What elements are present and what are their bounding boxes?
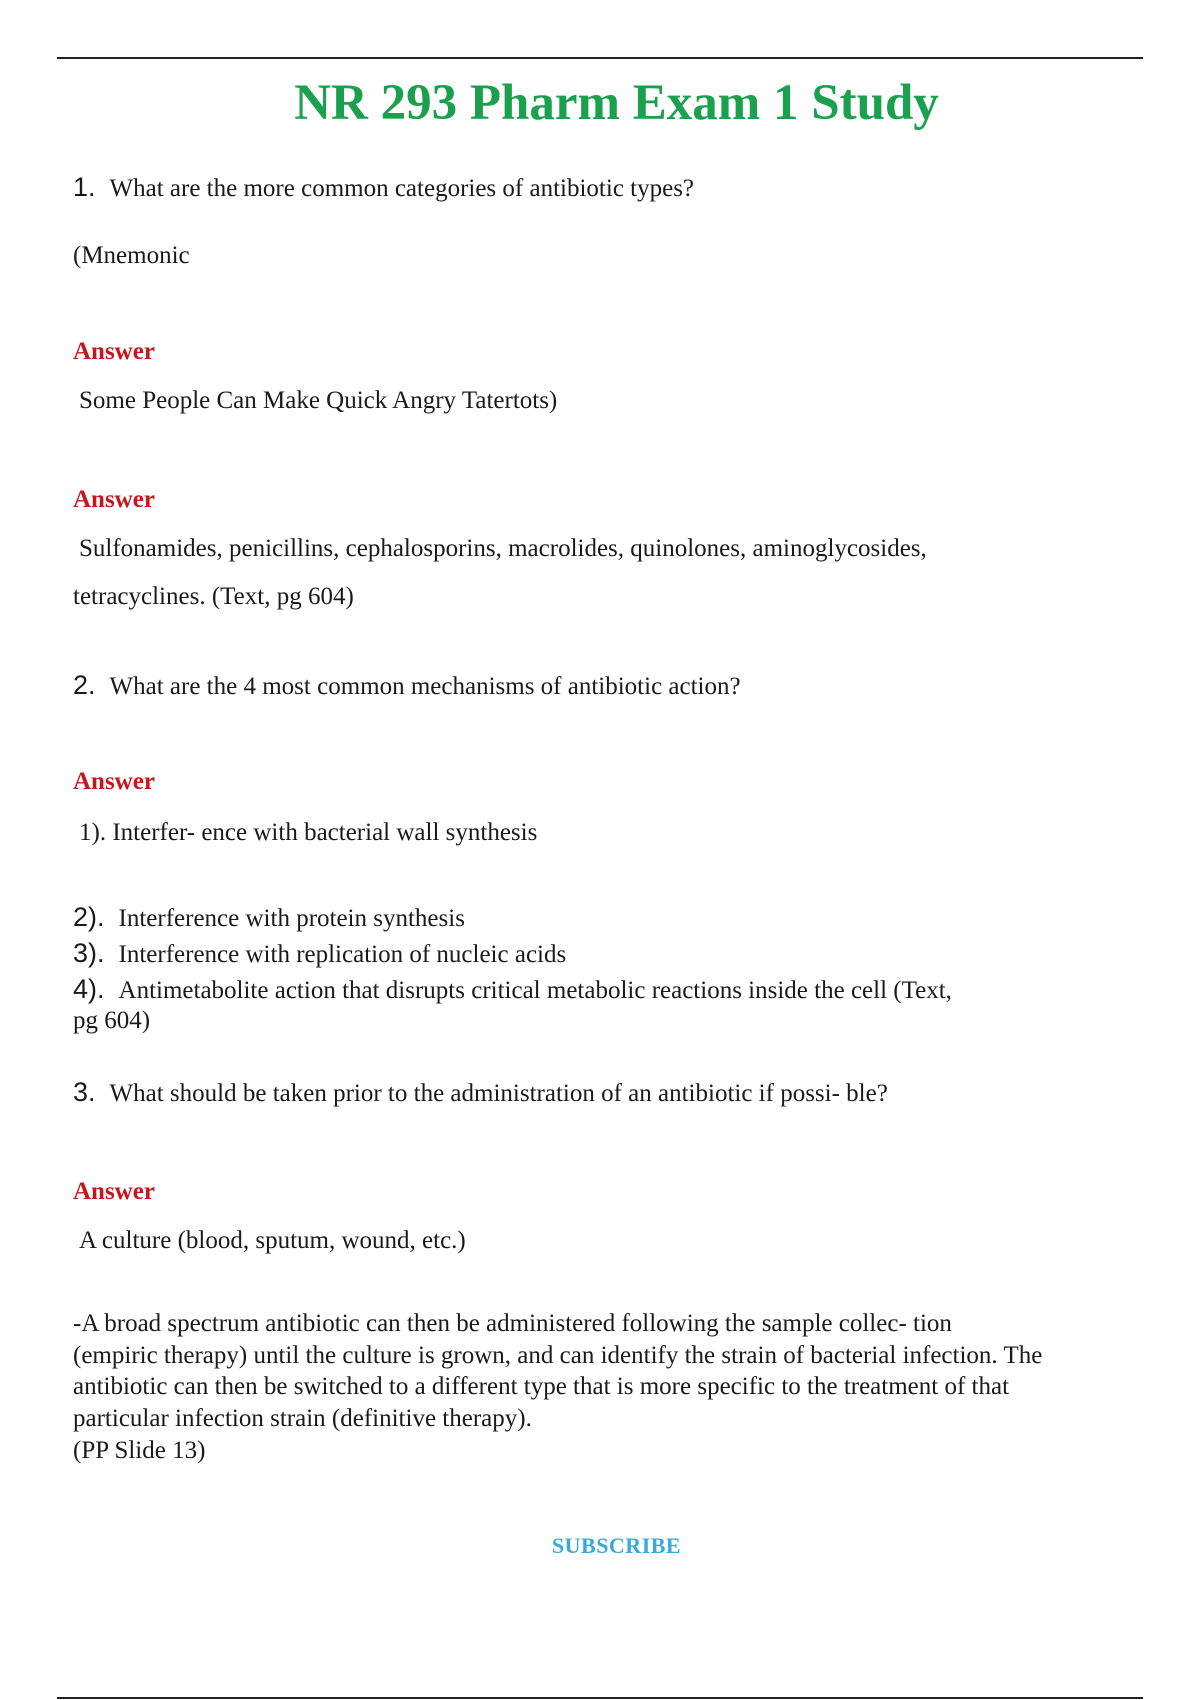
answer-label: Answer [73, 338, 155, 365]
explanation-line-2: (empiric therapy) until the culture is grown, and can identify the strain of bacterial infection. The [73, 1342, 1043, 1369]
explanation-line-1: -A broad spectrum antibiotic can then be administered following the sample collec- tion [73, 1310, 952, 1337]
answer-2-item-1: 1). Interfer- ence with bacterial wall synthesis [79, 819, 538, 846]
answer-1a-text: Some People Can Make Quick Angry Tatertots) [79, 387, 558, 414]
question-3-text: What should be taken prior to the administration of an antibiotic if possi- ble? [109, 1080, 888, 1107]
answer-1b-line-1: Sulfonamides, penicillins, cephalosporins, macrolides, quinolones, aminoglycosides, [79, 535, 927, 562]
answer-2-item-4 [73, 973, 952, 1007]
subscribe-link[interactable]: SUBSCRIBE [551, 1533, 682, 1558]
answer-1b-line-2: tetracyclines. (Text, pg 604) [73, 583, 354, 610]
question-1-text: What are the more common categories of antibiotic types? [109, 175, 695, 202]
question-1-note: (Mnemonic [73, 242, 190, 269]
question-3 [73, 1076, 888, 1110]
answer-2-item-4-continued: pg 604) [73, 1007, 151, 1034]
answer-2-item-2 [73, 901, 465, 935]
page-title: NR 293 Pharm Exam 1 Study [294, 75, 939, 131]
answer-2-item-4-number: 4). [73, 974, 105, 1004]
question-2-text: What are the 4 most common mechanisms of antibiotic action? [109, 673, 741, 700]
answer-label: Answer [73, 486, 155, 513]
answer-2-item-2-number: 2). [73, 902, 105, 932]
question-2 [73, 669, 741, 703]
bottom-divider [57, 1697, 1143, 1699]
question-1 [73, 171, 694, 205]
top-divider [57, 57, 1143, 59]
answer-2-item-3 [73, 937, 566, 971]
explanation-line-3: antibiotic can then be switched to a different type that is more specific to the treatment of that [73, 1373, 1010, 1400]
answer-2-item-4-text: Antimetabolite action that disrupts critical metabolic reactions inside the cell (Text, [118, 977, 952, 1004]
question-3-number: 3. [73, 1077, 96, 1107]
question-1-number: 1. [73, 172, 96, 202]
answer-2-item-3-text: Interference with replication of nucleic acids [118, 941, 567, 968]
answer-label: Answer [73, 768, 155, 795]
explanation-source: (PP Slide 13) [73, 1437, 206, 1464]
answer-2-item-3-number: 3). [73, 938, 105, 968]
answer-3-text: A culture (blood, sputum, wound, etc.) [79, 1227, 466, 1254]
answer-label: Answer [73, 1178, 155, 1205]
answer-2-item-2-text: Interference with protein synthesis [118, 905, 465, 932]
question-2-number: 2. [73, 670, 96, 700]
explanation-line-4: particular infection strain (definitive therapy). [73, 1405, 532, 1432]
